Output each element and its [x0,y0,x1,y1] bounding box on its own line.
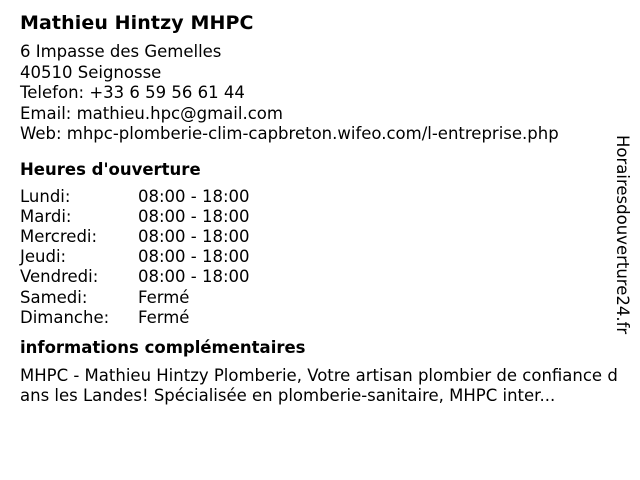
phone-line: Telefon: +33 6 59 56 61 44 [20,83,245,102]
hours-day: Lundi: [20,186,71,206]
email-line: Email: mathieu.hpc@gmail.com [20,103,283,123]
site-watermark: Horairesdouverture24.fr [613,135,632,335]
business-name: Mathieu Hintzy MHPC [20,12,254,34]
hours-day: Samedi: [20,287,88,307]
street-address: 6 Impasse des Gemelles [20,42,222,61]
opening-hours-heading: Heures d'ouverture [20,159,201,179]
hours-time: 08:00 - 18:00 [138,267,250,287]
hours-day: Dimanche: [20,307,110,327]
hours-time: 08:00 - 18:00 [138,186,250,206]
additional-info-heading: informations complémentaires [20,337,306,357]
additional-info-text: MHPC - Mathieu Hintzy Plomberie, Votre artisan plombier de confiance dans les Landes! Spécialisée en plomberie-sanitaire, MHPC inter... [20,365,618,406]
business-card [20,10,620,407]
hours-row-tuesday [20,207,620,227]
hours-row-monday [20,187,620,207]
hours-row-friday [20,267,620,287]
hours-day: Jeudi: [20,247,67,267]
hours-day: Mercredi: [20,226,98,246]
hours-day: Vendredi: [20,267,99,287]
hours-row-thursday [20,247,620,267]
address-block [20,42,620,145]
hours-row-sunday [20,308,620,328]
hours-time: Fermé [138,287,190,307]
web-line: Web: mhpc-plomberie-clim-capbreton.wifeo.com/l-entreprise.php [20,124,559,143]
hours-time: 08:00 - 18:00 [138,226,250,246]
hours-day: Mardi: [20,206,72,226]
city-address: 40510 Seignosse [20,62,162,82]
opening-hours-table [20,187,620,328]
hours-time: 08:00 - 18:00 [138,247,250,267]
hours-row-saturday [20,288,620,308]
hours-time: 08:00 - 18:00 [138,206,250,226]
hours-row-wednesday [20,227,620,247]
hours-time: Fermé [138,307,190,327]
